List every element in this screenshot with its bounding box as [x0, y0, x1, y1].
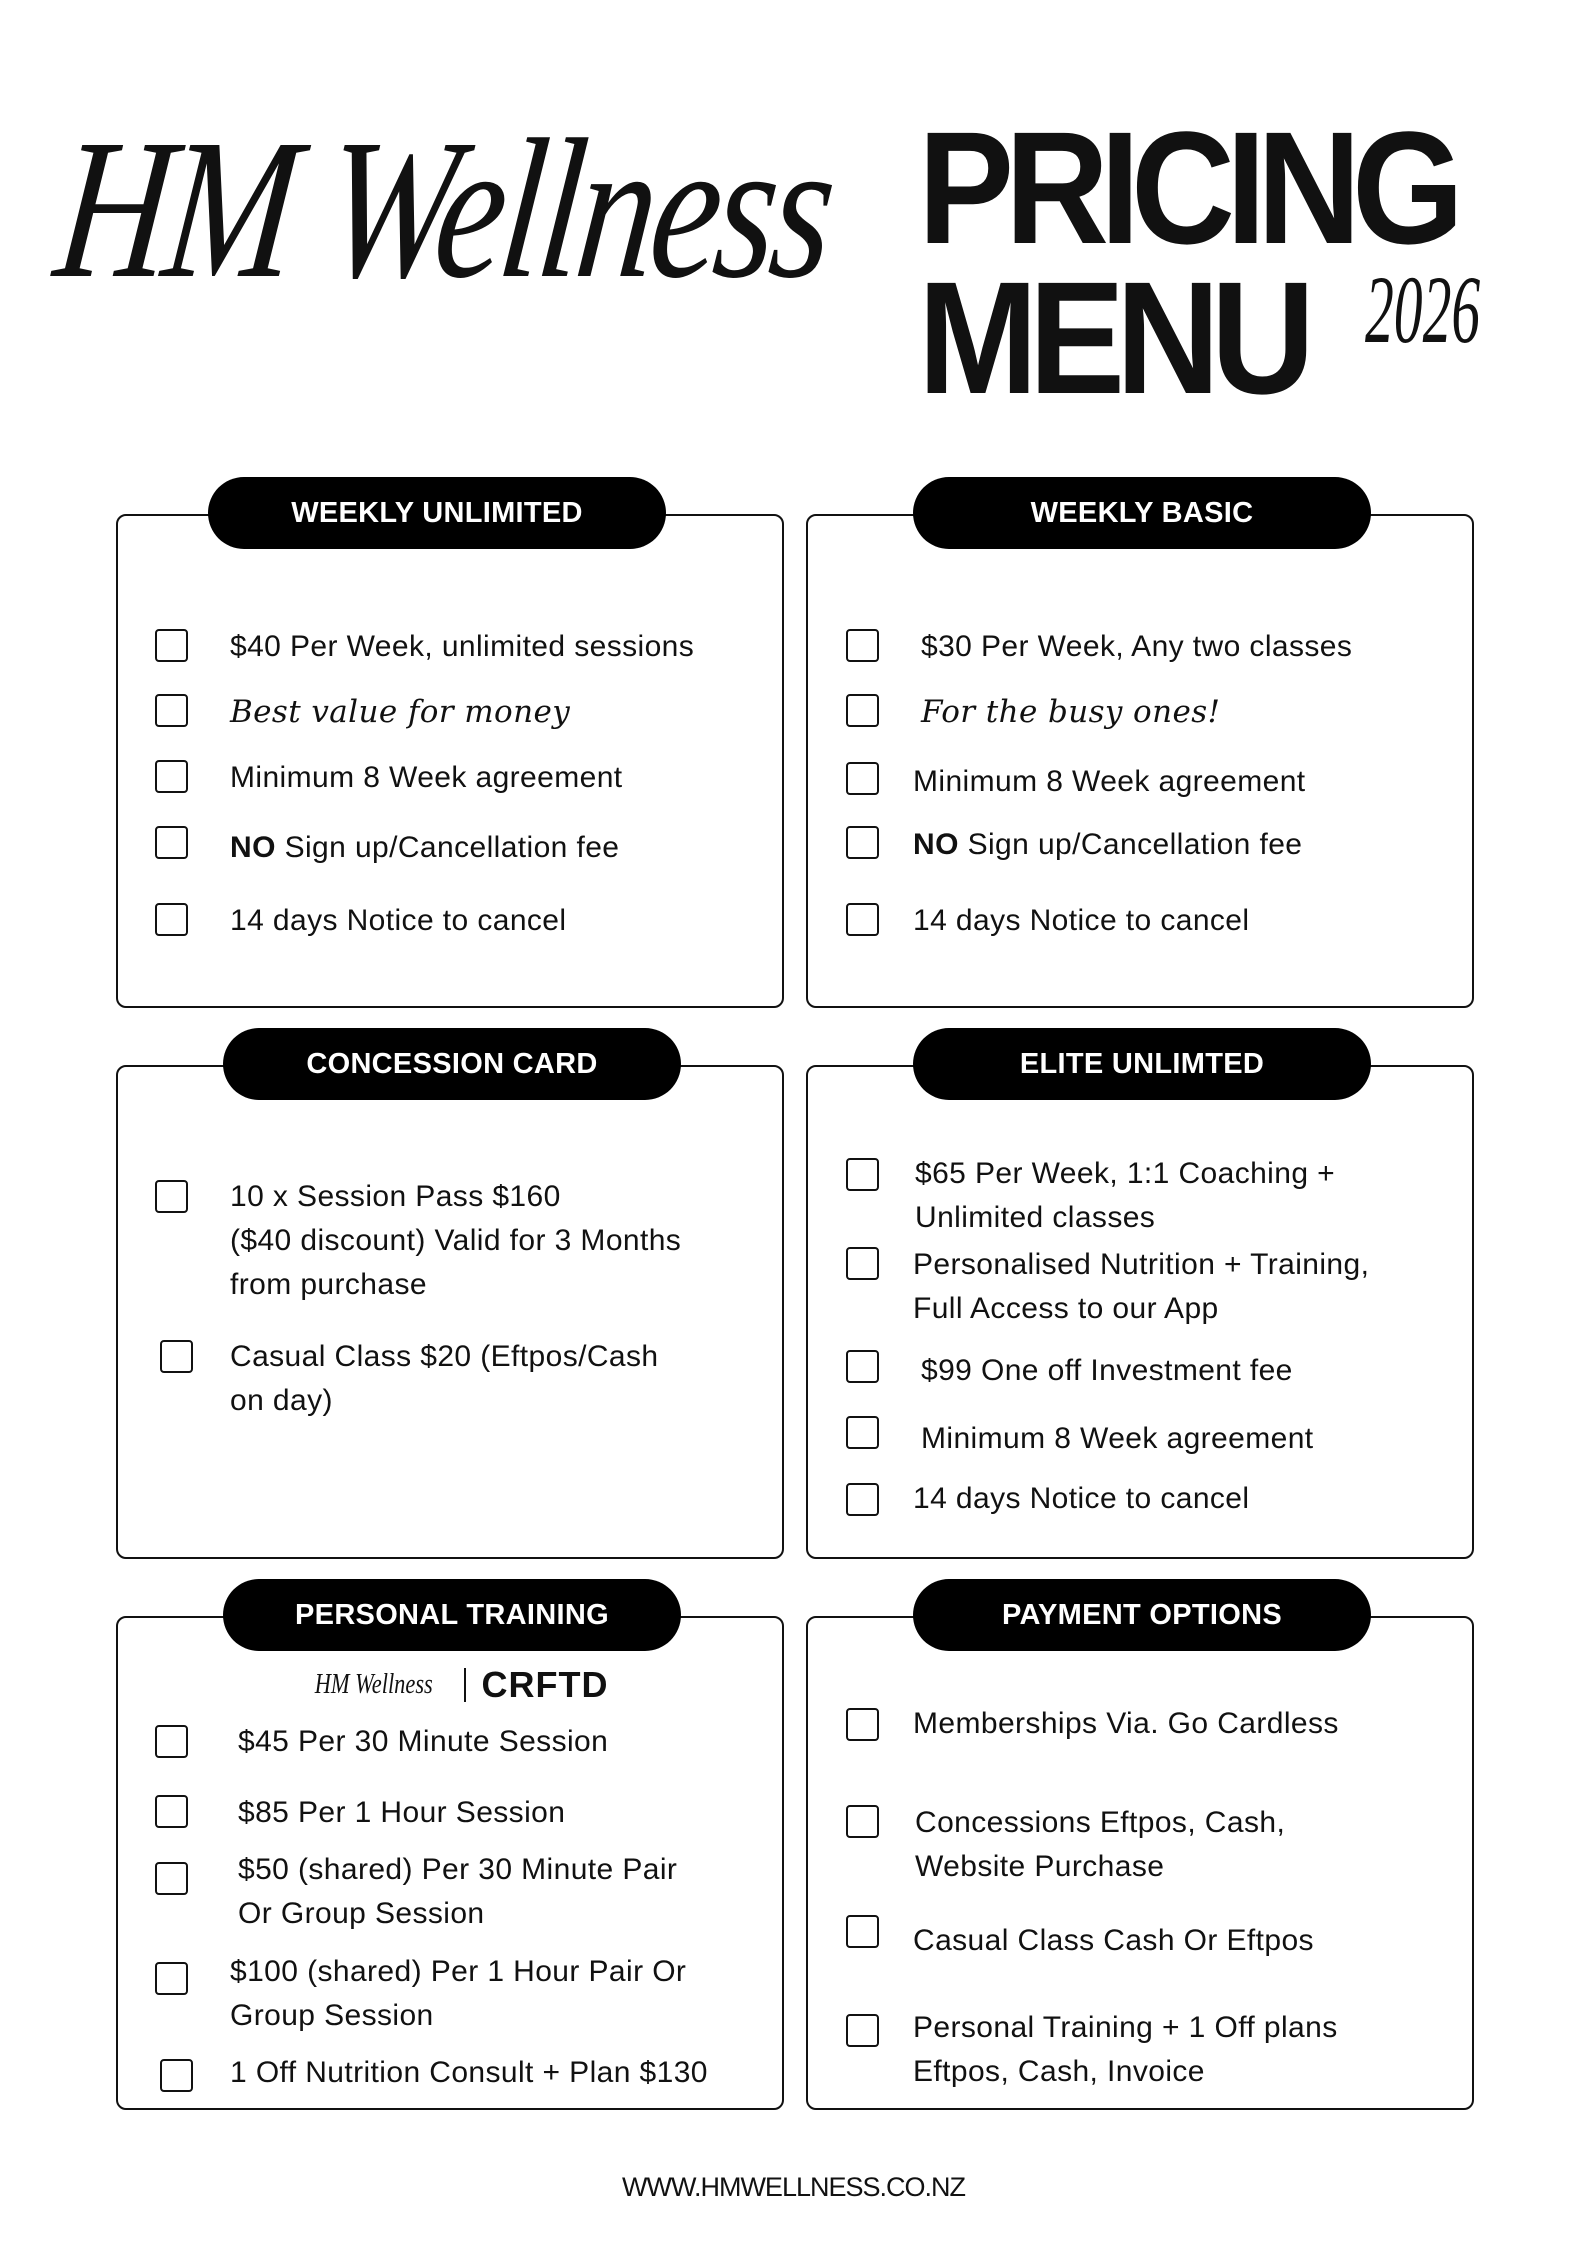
list-item-line: Casual Class $20 (Eftpos/Cash [230, 1340, 659, 1373]
list-item [913, 2006, 1338, 2094]
list-item-line: from purchase [230, 1268, 427, 1301]
list-item [230, 1335, 658, 1423]
no-emphasis: NO [230, 831, 276, 864]
partner-logos [300, 1664, 609, 1706]
list-item-line: Eftpos, Cash, Invoice [913, 2055, 1205, 2088]
no-emphasis: NO [913, 828, 959, 861]
list-item [915, 1152, 1335, 1240]
list-item: Memberships Via. Go Cardless [913, 1707, 1339, 1740]
list-item-line: Concessions Eftpos, Cash, [915, 1806, 1286, 1839]
list-item-line: $65 Per Week, 1:1 Coaching + [915, 1157, 1336, 1190]
elite-heading: ELITE UNLIMTED [913, 1028, 1371, 1100]
checkbox[interactable] [155, 1725, 188, 1758]
list-item-line: Or Group Session [238, 1897, 485, 1930]
list-item-line: ($40 discount) Valid for 3 Months [230, 1224, 682, 1257]
checkbox[interactable] [160, 1340, 193, 1373]
checkbox[interactable] [155, 903, 188, 936]
list-item [230, 1950, 686, 2038]
title-menu: MENU [918, 248, 1306, 427]
weekly-unlimited-heading: WEEKLY UNLIMITED [208, 477, 666, 549]
checkbox[interactable] [155, 694, 188, 727]
list-item-line: on day) [230, 1384, 333, 1417]
checkbox[interactable] [846, 1483, 879, 1516]
list-item-line: Personal Training + 1 Off plans [913, 2011, 1338, 2044]
checkbox[interactable] [846, 762, 879, 795]
list-item [913, 823, 1302, 867]
list-item: 14 days Notice to cancel [913, 904, 1250, 937]
brand-script-logo: HM Wellness [46, 99, 842, 320]
checkbox[interactable] [846, 1805, 879, 1838]
list-item-line: $50 (shared) Per 30 Minute Pair [238, 1853, 678, 1886]
list-item-line: Group Session [230, 1999, 434, 2032]
checkbox[interactable] [155, 629, 188, 662]
list-item: 14 days Notice to cancel [230, 904, 567, 937]
list-item: $40 Per Week, unlimited sessions [230, 630, 695, 663]
website-link[interactable]: WWW.HMWELLNESS.CO.NZ [622, 2172, 965, 2202]
list-item: $85 Per 1 Hour Session [238, 1796, 566, 1829]
list-item: $30 Per Week, Any two classes [921, 630, 1353, 663]
list-item: $45 Per 30 Minute Session [238, 1725, 609, 1758]
checkbox[interactable] [155, 1795, 188, 1828]
hm-wellness-logo: HM Wellness [314, 1669, 433, 1700]
checkbox[interactable] [155, 760, 188, 793]
list-item-line: Full Access to our App [913, 1292, 1219, 1325]
checkbox[interactable] [155, 1862, 188, 1895]
list-item: 1 Off Nutrition Consult + Plan $130 [230, 2056, 708, 2089]
concession-heading: CONCESSION CARD [223, 1028, 681, 1100]
list-item-line: Unlimited classes [915, 1201, 1156, 1234]
logo-divider [464, 1668, 466, 1702]
list-item-line: Website Purchase [915, 1850, 1165, 1883]
payment-options-heading: PAYMENT OPTIONS [913, 1579, 1371, 1651]
list-item [230, 1175, 681, 1307]
title-pricing: PRICING [918, 98, 1456, 277]
personal-training-heading: PERSONAL TRAINING [223, 1579, 681, 1651]
checkbox[interactable] [846, 1158, 879, 1191]
checkbox[interactable] [846, 1416, 879, 1449]
checkbox[interactable] [846, 1915, 879, 1948]
title-year: 2026 [1365, 256, 1481, 363]
checkbox[interactable] [846, 629, 879, 662]
list-item-line: 10 x Session Pass $160 [230, 1180, 561, 1213]
checkbox[interactable] [846, 1708, 879, 1741]
list-item [230, 826, 619, 870]
checkbox[interactable] [155, 826, 188, 859]
list-item-text: Sign up/Cancellation fee [284, 831, 620, 864]
list-item-tagline: For the busy ones! [921, 694, 1221, 730]
checkbox[interactable] [846, 1350, 879, 1383]
list-item: $99 One off Investment fee [921, 1354, 1293, 1387]
list-item: Minimum 8 Week agreement [230, 761, 623, 794]
list-item [915, 1801, 1285, 1889]
checkbox[interactable] [846, 903, 879, 936]
list-item: Minimum 8 Week agreement [913, 765, 1306, 798]
list-item [913, 1243, 1369, 1331]
list-item: Casual Class Cash Or Eftpos [913, 1924, 1314, 1957]
concession-card [116, 1065, 784, 1559]
list-item-line: Personalised Nutrition + Training, [913, 1248, 1370, 1281]
list-item: Minimum 8 Week agreement [921, 1422, 1314, 1455]
list-item-line: $100 (shared) Per 1 Hour Pair Or [230, 1955, 687, 1988]
checkbox[interactable] [846, 694, 879, 727]
checkbox[interactable] [846, 2014, 879, 2047]
list-item: 14 days Notice to cancel [913, 1482, 1250, 1515]
crftd-logo: CRFTD [481, 1664, 609, 1705]
checkbox[interactable] [155, 1180, 188, 1213]
checkbox[interactable] [155, 1962, 188, 1995]
weekly-basic-heading: WEEKLY BASIC [913, 477, 1371, 549]
checkbox[interactable] [846, 826, 879, 859]
checkbox[interactable] [846, 1247, 879, 1280]
list-item [238, 1848, 677, 1936]
list-item-text: Sign up/Cancellation fee [967, 828, 1303, 861]
checkbox[interactable] [160, 2059, 193, 2092]
list-item-tagline: Best value for money [230, 694, 571, 730]
